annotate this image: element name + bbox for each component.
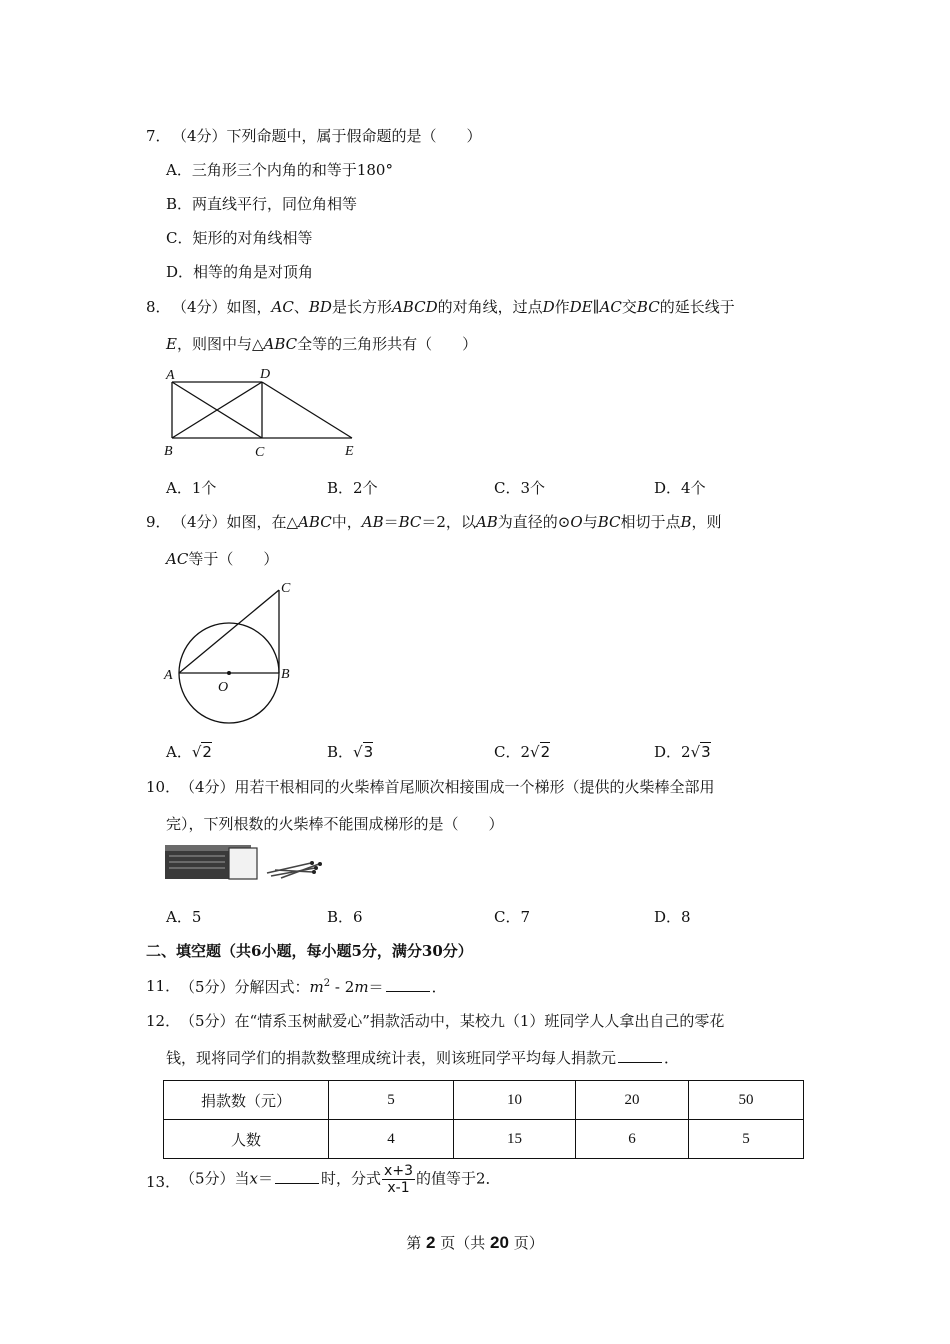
q9-stem-line2: AC等于（ ） <box>166 550 279 568</box>
q11-stem: （5分）分解因式：$m^2 - 2m=$ ． <box>180 978 447 996</box>
q9-circle-figure <box>160 576 300 726</box>
q8-option-c: C．3个 <box>494 479 546 497</box>
matchsticks <box>267 863 319 878</box>
table-cell: 6 <box>576 1120 689 1159</box>
table-cell: 10 <box>454 1081 576 1120</box>
q8-label-d: D <box>260 367 271 382</box>
q8-number: 8． <box>146 298 171 316</box>
q9-option-d: D．2√3 <box>654 743 711 761</box>
matchbox-drawer <box>165 850 229 879</box>
q10-stem-line2: 完），下列根数的火柴棒不能围成梯形的是（ ） <box>166 815 504 833</box>
q10-stem-line1: （4分）用若干根相同的火柴棒首尾顺次相接围成一个梯形（提供的火柴棒全部用 <box>180 778 715 796</box>
q9-label-o: O <box>218 680 229 695</box>
q12-stem-line2: 钱，现将同学们的捐款数整理成统计表，则该班同学平均每人捐款元 ． <box>166 1049 680 1067</box>
q10-option-c: C．7 <box>494 908 531 926</box>
q8-option-d: D．4个 <box>654 479 706 497</box>
table-cell: 捐款数（元） <box>164 1081 329 1120</box>
q8-option-b: B．2个 <box>327 479 378 497</box>
q8-label-e: E <box>345 444 354 459</box>
q9-option-c: C．2√2 <box>494 743 551 761</box>
q8-label-a: A <box>166 368 175 383</box>
q8-option-a: A．1个 <box>166 479 217 497</box>
table-cell: 20 <box>576 1081 689 1120</box>
q8-stem-line1: （4分）如图，AC、BD是长方形ABCD的对角线，过点D作DE∥AC交BC的延长线于 <box>172 298 735 316</box>
section2-title: 二、填空题（共6小题，每小题5分，满分30分） <box>146 942 473 960</box>
q10-option-b: B．6 <box>327 908 363 926</box>
table-cell: 4 <box>329 1120 454 1159</box>
q8-segment-de <box>262 382 352 438</box>
matchbox-sleeve <box>229 848 257 879</box>
q8-rectangle-figure <box>160 362 370 462</box>
q12-answer-blank <box>618 1050 662 1063</box>
table-row <box>164 1120 804 1159</box>
q11-number: 11． <box>146 977 181 995</box>
q13-number: 13． <box>146 1173 181 1191</box>
table-cell: 15 <box>454 1120 576 1159</box>
q9-stem-line1: （4分）如图，在△ABC中，AB＝BC＝2，以AB为直径的⊙O与BC相切于点B，则 <box>172 513 722 531</box>
q10-matchbox-image <box>163 842 333 884</box>
q7-option-a: A．三角形三个内角的和等于180° <box>166 161 393 179</box>
q9-segment-ac <box>179 590 279 673</box>
q11-answer-blank <box>386 979 430 992</box>
q12-donation-table <box>163 1080 804 1159</box>
q8-label-b: B <box>164 444 173 459</box>
table-cell: 人数 <box>164 1120 329 1159</box>
q9-option-b: B．√3 <box>327 743 374 761</box>
q13-stem: （5分）当x＝ 时，分式 $\frac{x+3}{x-1}$ 的值等于2． <box>180 1163 501 1197</box>
q9-option-a: A．√2 <box>166 743 212 761</box>
table-cell: 5 <box>329 1081 454 1120</box>
q10-option-a: A．5 <box>166 908 202 926</box>
q9-label-b: B <box>281 667 290 682</box>
page-footer: 第 2 页（共 20 页） <box>406 1233 544 1252</box>
q9-label-c: C <box>281 581 291 596</box>
q13-answer-blank <box>275 1171 319 1184</box>
q9-label-a: A <box>164 668 173 683</box>
q7-number: 7． <box>146 127 171 145</box>
q12-stem-line1: （5分）在“情系玉树献爱心”捐款活动中，某校九（1）班同学人人拿出自己的零花 <box>180 1012 725 1030</box>
q8-label-c: C <box>255 445 265 460</box>
q7-stem: （4分）下列命题中，属于假命题的是（ ） <box>172 127 482 145</box>
q10-option-d: D．8 <box>654 908 691 926</box>
table-cell: 50 <box>689 1081 804 1120</box>
q7-option-b: B．两直线平行，同位角相等 <box>166 195 358 213</box>
q9-center-dot <box>227 671 231 675</box>
q7-option-c: C．矩形的对角线相等 <box>166 229 313 247</box>
q9-number: 9． <box>146 513 171 531</box>
q8-stem-line2: E，则图中与△ABC全等的三角形共有（ ） <box>166 335 478 353</box>
q10-number: 10． <box>146 778 181 796</box>
table-cell: 5 <box>689 1120 804 1159</box>
table-row <box>164 1081 804 1120</box>
q12-number: 12． <box>146 1012 181 1030</box>
q7-option-d: D．相等的角是对顶角 <box>166 263 314 281</box>
q13-fraction: $\frac{x+3}{x-1}$ <box>384 1163 413 1197</box>
